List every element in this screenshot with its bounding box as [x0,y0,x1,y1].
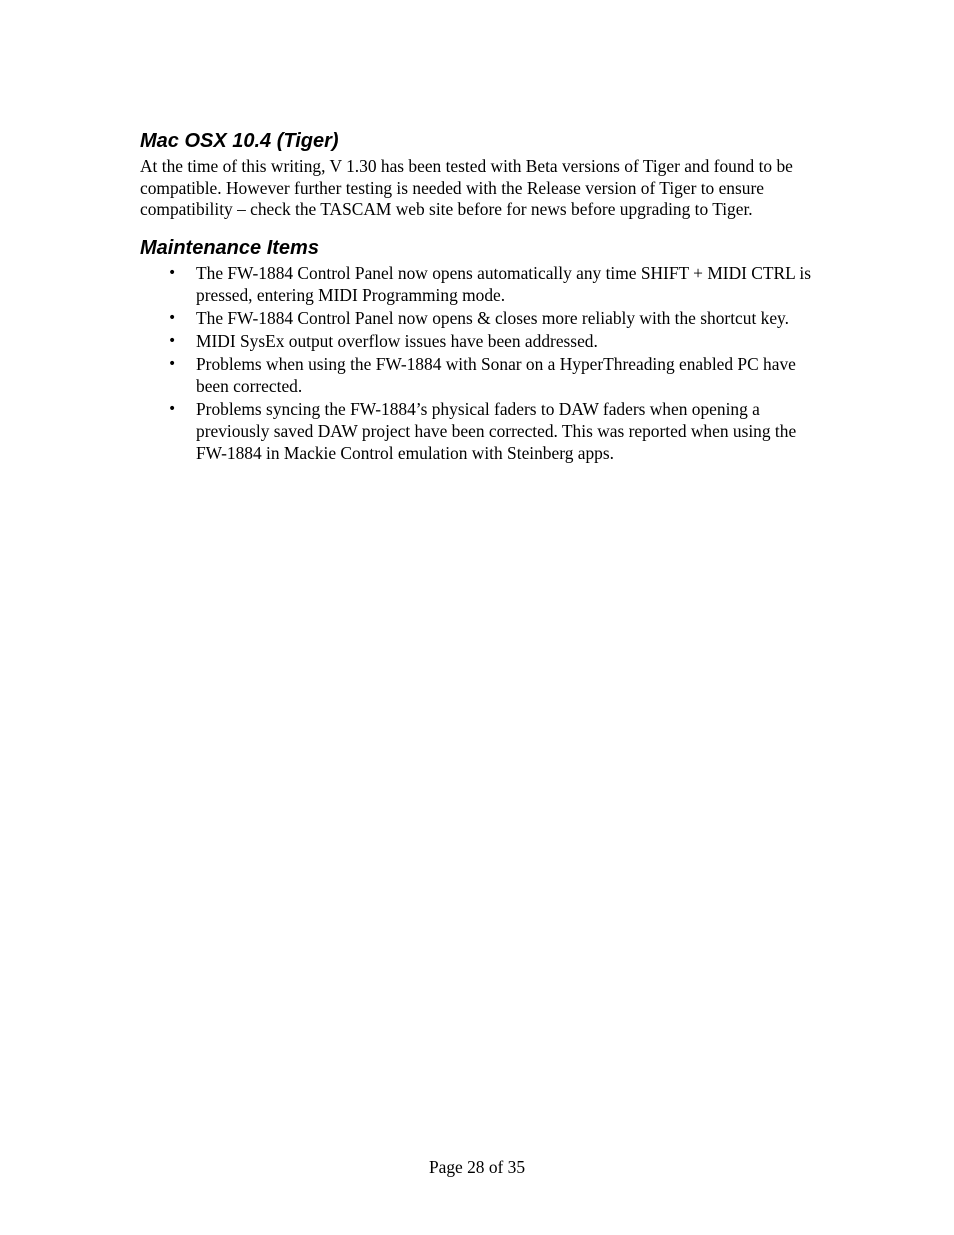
list-item [140,399,812,464]
list-item-text: Problems syncing the FW-1884’s physical faders to DAW faders when opening a previously saved DAW project have been corrected. This was reported when using the FW-1884 in Mackie Control emulation with Steinberg apps. [196,399,797,463]
page-content [140,128,812,466]
list-item [140,263,812,306]
list-item [140,354,812,397]
bullet-icon: • [168,265,177,282]
section-heading-maintenance: Maintenance Items [140,237,319,260]
list-item [140,308,812,330]
list-item-text: Problems when using the FW-1884 with Sonar on a HyperThreading enabled PC have been corrected. [196,354,796,397]
bullet-icon: • [168,333,177,350]
list-item-text: The FW-1884 Control Panel now opens & closes more reliably with the shortcut key. [196,308,789,329]
section-paragraph-mac-osx: At the time of this writing, V 1.30 has been tested with Beta versions of Tiger and found to be compatible. However further testing is needed with the Release version of Tiger to ensure compatibility – check the TASCAM web site before for news before upgrading to Tiger. [140,156,793,220]
bullet-icon: • [168,401,177,418]
list-item-text: MIDI SysEx output overflow issues have been addressed. [196,331,598,352]
list-item-text: The FW-1884 Control Panel now opens automatically any time SHIFT + MIDI CTRL is pressed, entering MIDI Programming mode. [196,263,812,305]
list-item [140,331,812,353]
bullet-icon: • [168,310,177,327]
maintenance-list [140,263,812,464]
section-heading-mac-osx: Mac OSX 10.4 (Tiger) [140,130,339,152]
bullet-icon: • [168,356,177,373]
page-footer: Page 28 of 35 [428,1157,526,1177]
